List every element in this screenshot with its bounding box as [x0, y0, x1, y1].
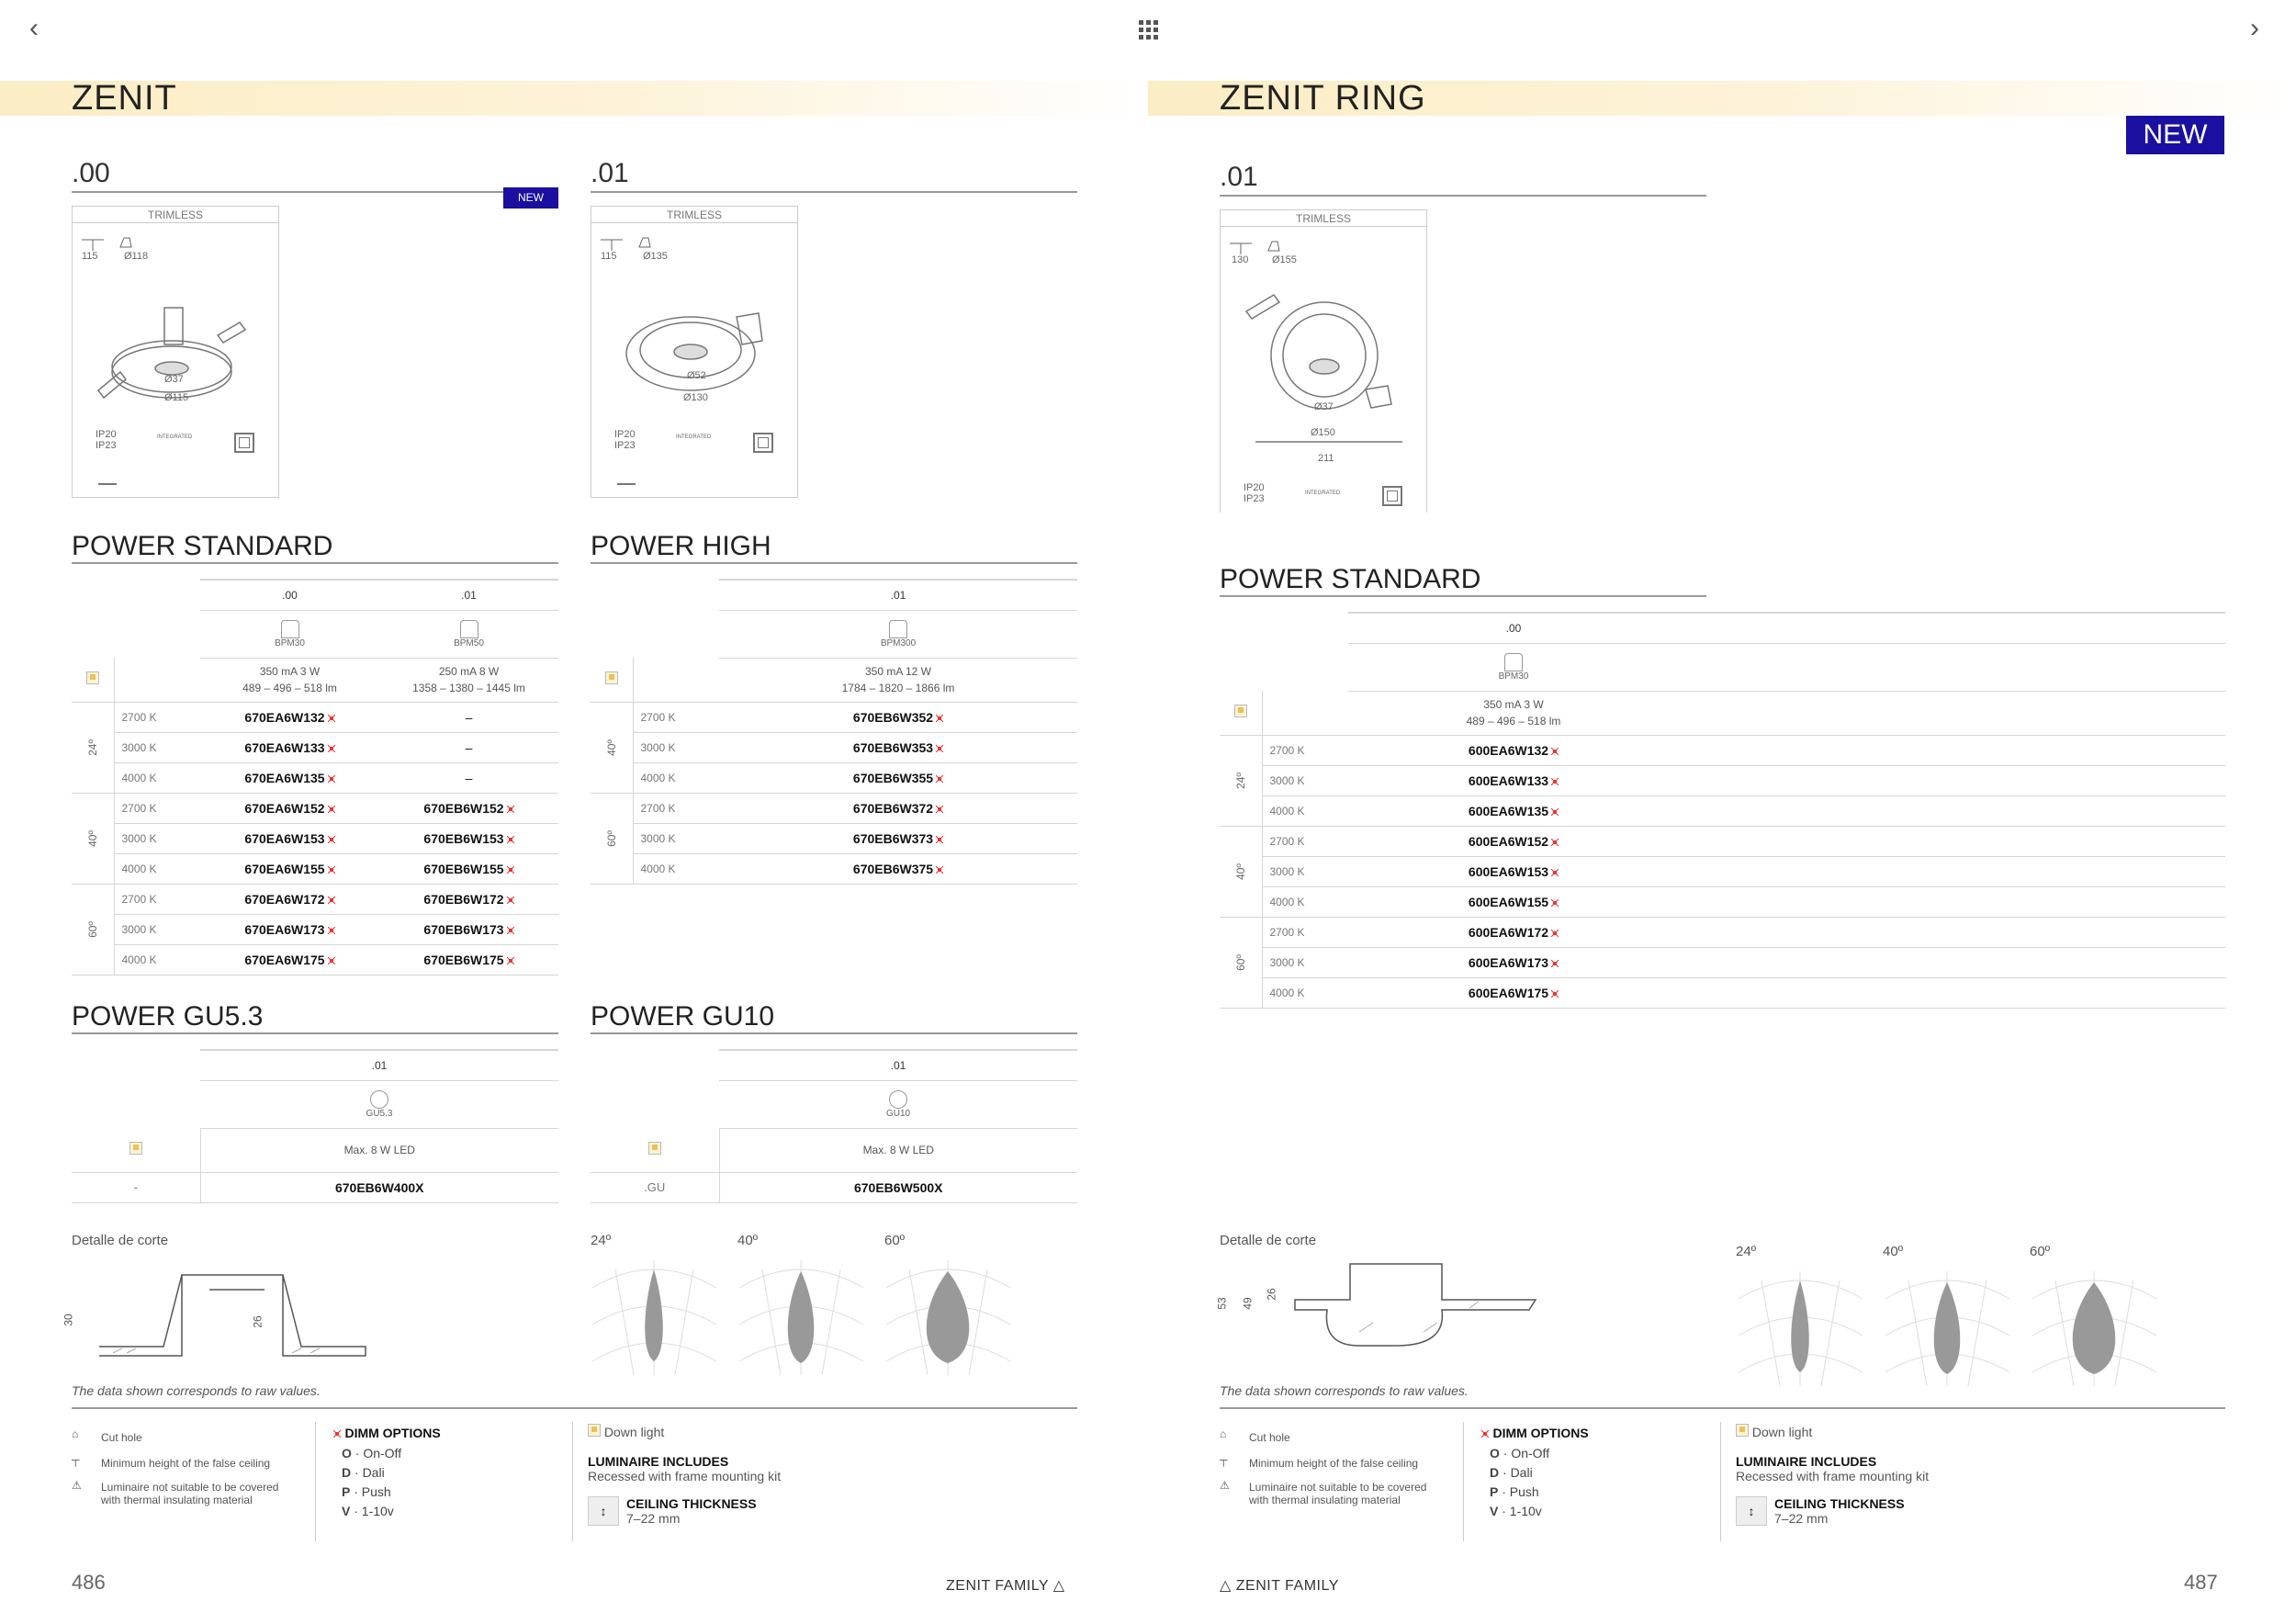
product-code: 670EB6W400X [200, 1172, 558, 1202]
cut-hole-icon: ⌂ [72, 1427, 79, 1440]
product-code: 600EA6W135 [1348, 795, 1679, 826]
product-code: 670EB6W173 [379, 914, 558, 944]
table-row [591, 732, 1077, 762]
downlight-icon [588, 1424, 601, 1437]
color-temperature: 2700 K [1262, 826, 1348, 856]
color-temperature: 4000 K [633, 762, 719, 793]
class-ii-icon [753, 433, 773, 453]
color-temperature: 3000 K [114, 823, 200, 853]
family-footer-right: △ ZENIT FAMILY [1220, 1578, 1339, 1594]
dimm-icon [936, 866, 943, 874]
diameter-total: 211 [1318, 453, 1334, 464]
color-temperature: 4000 K [114, 853, 200, 884]
beam-angle: 40º [591, 702, 633, 793]
table-row [72, 762, 558, 793]
thermal-icon [617, 468, 636, 485]
trimless-label: TRIMLESS [1221, 210, 1426, 227]
color-temperature: 3000 K [1262, 947, 1348, 977]
dimm-icon [328, 775, 335, 783]
integrated-driver-icon: INTEGRATED [676, 434, 712, 440]
grid-menu-icon[interactable] [1139, 20, 1159, 45]
product-code: 670EB6W373 [719, 823, 1077, 853]
empty-cell [1679, 977, 2225, 1008]
product-code: – [379, 702, 558, 732]
dimension-label: 53 [1215, 1297, 1229, 1310]
beam-angle: 24º [1220, 735, 1262, 826]
beam-angle: 60º [1220, 917, 1262, 1008]
dimm-icon [1551, 899, 1559, 907]
dimm-icon [936, 836, 943, 843]
color-temperature: 2700 K [633, 793, 719, 823]
beam-angle-label: 40º [737, 1233, 759, 1248]
table-row [1220, 735, 2225, 765]
section-title: POWER STANDARD [1220, 564, 1706, 597]
product-code: 670EB6W372 [719, 793, 1077, 823]
diameter-outer: Ø150 [1311, 427, 1335, 438]
color-temperature: 2700 K [1262, 917, 1348, 947]
beam-angle-label: 60º [2030, 1244, 2051, 1259]
legend-min-height: Minimum height of the false ceiling [101, 1457, 271, 1470]
section-title: POWER GU5.3 [72, 1001, 558, 1034]
dimm-icon [328, 715, 335, 722]
table-row [72, 793, 558, 823]
family-footer: ZENIT FAMILY △ [946, 1578, 1065, 1594]
legend-thermal: Luminaire not suitable to be covered [101, 1481, 279, 1494]
dimension-label: 30 [62, 1314, 75, 1326]
product-code: 670EA6W135 [200, 762, 379, 793]
data-note: The data shown corresponds to raw values. [72, 1383, 321, 1398]
color-temperature: 2700 K [114, 702, 200, 732]
power-standard-table: .00 .01 BPM30 BPM50 350 mA 3 W 489 – 496 – 518 lm 250 mA 8 W 1358 – 1380 – 1445 lm 24º 2700 K 670EA6W132 – 3000 K 670EA6W133 – 4000 K 670EA6W135 – 40º 2700 K 670EA6W152 670EB6W152 3000 K 670EA6W153 670EB6W153 4000 K 670EA6W155 670EB6W155 60º 2700 K 670EA6W172 670EB6W172 3000 K 670EA6W173 670EB6W173 4000 K 670EA6W175 670EB6W175 [72, 579, 558, 976]
dimm-option: D · Dali [342, 1465, 385, 1480]
table-row [1220, 947, 2225, 977]
product-card [72, 206, 279, 498]
color-temperature: 3000 K [114, 914, 200, 944]
color-temperature: 3000 K [114, 732, 200, 762]
empty-cell [1679, 826, 2225, 856]
table-row [591, 853, 1077, 884]
thermal-icon [98, 468, 117, 485]
variant-label: .01 [591, 158, 1077, 193]
section-title: POWER STANDARD [72, 531, 558, 564]
table-row [72, 702, 558, 732]
hole-value: Ø155 [1272, 254, 1297, 265]
variant-label: .00 [72, 158, 558, 193]
includes-text: Recessed with frame mounting kit [588, 1469, 782, 1483]
product-code: 670EA6W173 [200, 914, 379, 944]
table-row [72, 884, 558, 914]
downlight-icon [1234, 705, 1247, 717]
color-temperature: 4000 K [1262, 977, 1348, 1008]
power-gu10-table: .01 GU10 Max. 8 W LED .GU 670EB6W500X [591, 1049, 1077, 1203]
thermal-warning-icon: ⚠ [1220, 1479, 1230, 1492]
dimm-options-list [342, 1444, 441, 1521]
table-row [72, 823, 558, 853]
legend: ⌂ Cut hole ┬ Minimum height of the false ceiling ⚠ Luminaire not suitable to be covered with thermal insulating material DIMM OPTIONS O · On-Off D · Dali P · Push V · 1-10v Down light LUMINAIRE INCLUDES Recessed with frame mounting kit ↕ CEILING THICKNESS 7–22 mm [72, 1422, 1082, 1541]
dimm-icon [333, 1430, 341, 1438]
beam-angle: 40º [72, 793, 114, 884]
table-row [1220, 977, 2225, 1008]
legend: ⌂ Cut hole ┬ Minimum height of the false ceiling ⚠ Luminaire not suitable to be covered with thermal insulating material DIMM OPTIONS O · On-Off D · Dali P · Push V · 1-10v Down light LUMINAIRE INCLUDES Recessed with frame mounting kit ↕ CEILING THICKNESS 7–22 mm [1220, 1422, 2230, 1541]
color-temperature: 3000 K [633, 823, 719, 853]
legend-cut-hole: Cut hole [1249, 1431, 1290, 1444]
trimless-label: TRIMLESS [591, 207, 797, 223]
dimm-icon [1551, 869, 1559, 876]
ceiling-thickness-title: CEILING THICKNESS [626, 1496, 757, 1511]
dimm-icon [1551, 930, 1559, 937]
lamp-icon [281, 620, 299, 638]
dimm-option: P · Push [342, 1484, 391, 1499]
dimm-icon [328, 866, 335, 874]
color-temperature: 4000 K [633, 853, 719, 884]
product-code: 670EA6W175 [200, 944, 379, 975]
photometric-diagrams [1734, 1262, 2175, 1391]
diameter-inner: Ø37 [164, 374, 184, 385]
height-value: 115 [601, 251, 617, 262]
empty-cell [1679, 735, 2225, 765]
ip-rating: IP20 IP23 [1244, 482, 1265, 504]
page-number-right: 487 [2184, 1571, 2218, 1594]
product-code: 600EA6W132 [1348, 735, 1679, 765]
dimm-icon [507, 806, 514, 813]
column-header: .01 [200, 1050, 558, 1080]
variant-label: .01 [1220, 162, 1706, 197]
dimension-label: 26 [1265, 1288, 1278, 1301]
color-temperature: 3000 K [1262, 856, 1348, 886]
dimm-option: V · 1-10v [1490, 1504, 1542, 1518]
downlight-icon [86, 671, 99, 684]
legend-thermal-2: with thermal insulating material [101, 1494, 253, 1506]
table-row [1220, 917, 2225, 947]
dimm-option: O · On-Off [342, 1446, 402, 1460]
dimm-icon [507, 957, 514, 964]
table-row [72, 853, 558, 884]
cross-section-drawing [72, 1266, 402, 1367]
cut-hole-icon: ⌂ [1220, 1427, 1227, 1440]
beam-angle: 40º [1220, 826, 1262, 917]
dimm-icon [1481, 1430, 1489, 1438]
section-title: POWER GU10 [591, 1001, 1077, 1034]
dimm-icon [936, 806, 943, 813]
next-page-button[interactable]: › [2250, 13, 2259, 43]
product-code: 600EA6W152 [1348, 826, 1679, 856]
legend-min-height: Minimum height of the false ceiling [1249, 1457, 1419, 1470]
class-ii-icon [234, 433, 254, 453]
power-standard-table: .00 BPM30 350 mA 3 W 489 – 496 – 518 lm 24º 2700 K 600EA6W132 3000 K 600EA6W133 4000 K 600EA6W135 40º 2700 K 600EA6W152 3000 K 600EA6W153 4000 K 600EA6W155 60º 2700 K 600EA6W172 3000 K 600EA6W173 4000 K 600EA6W175 [1220, 612, 2225, 1009]
color-temperature: 3000 K [1262, 765, 1348, 795]
column-header: .00 [200, 580, 379, 610]
lamp-icon [1504, 653, 1523, 671]
dimm-options-title: DIMM OPTIONS [1492, 1426, 1589, 1440]
color-temperature: 2700 K [1262, 735, 1348, 765]
table-row [72, 944, 558, 975]
lamp-icon [889, 620, 907, 638]
table-row [1220, 765, 2225, 795]
product-code: 670EA6W132 [200, 702, 379, 732]
product-code: 600EA6W173 [1348, 947, 1679, 977]
empty-cell [1679, 886, 2225, 917]
product-code: 600EA6W172 [1348, 917, 1679, 947]
class-ii-icon [1382, 486, 1402, 506]
divider [1220, 1407, 2225, 1409]
product-code: 670EB6W155 [379, 853, 558, 884]
product-code: 670EB6W152 [379, 793, 558, 823]
diameter-inner: Ø37 [1314, 401, 1334, 412]
downlight-icon [1736, 1424, 1749, 1437]
dimm-icon [328, 836, 335, 843]
product-code: 670EA6W133 [200, 732, 379, 762]
beam-angle-label: 24º [591, 1233, 612, 1248]
empty-cell [1679, 765, 2225, 795]
new-badge: NEW [2126, 116, 2224, 154]
color-temperature: 2700 K [633, 702, 719, 732]
product-card [1220, 209, 1427, 513]
product-code: 600EA6W175 [1348, 977, 1679, 1008]
beam-angle: 24º [72, 702, 114, 793]
product-code: 670EB6W172 [379, 884, 558, 914]
ip-rating: IP20 IP23 [96, 429, 117, 451]
beam-angle-label: 60º [884, 1233, 906, 1248]
integrated-driver-icon: INTEGRATED [157, 434, 193, 440]
column-header: .00 [1348, 613, 1679, 643]
section-detail-label: Detalle de corte [1220, 1233, 1317, 1248]
section-detail-label: Detalle de corte [72, 1233, 169, 1248]
hole-value: Ø135 [643, 251, 668, 262]
height-value: 130 [1232, 254, 1249, 265]
product-code: 670EB6W500X [719, 1172, 1077, 1202]
dimm-option: D · Dali [1490, 1465, 1533, 1480]
cross-section-drawing [1286, 1258, 1543, 1350]
product-code: – [379, 762, 558, 793]
gu10-lamp-icon [889, 1090, 907, 1109]
table-row [72, 914, 558, 944]
power-high-table: .01 BPM300 350 mA 12 W 1784 – 1820 – 1866 lm 40º 2700 K 670EB6W352 3000 K 670EB6W353 4000 K 670EB6W355 60º 2700 K 670EB6W372 3000 K 670EB6W373 4000 K 670EB6W375 [591, 579, 1077, 885]
color-temperature: 4000 K [114, 944, 200, 975]
table-row [1220, 856, 2225, 886]
product-code: 670EB6W153 [379, 823, 558, 853]
color-temperature: 2700 K [114, 884, 200, 914]
legend-thermal-2: with thermal insulating material [1249, 1494, 1401, 1506]
table-row [591, 762, 1077, 793]
product-card [591, 206, 798, 498]
includes-title: LUMINAIRE INCLUDES [1736, 1454, 1877, 1469]
thermal-warning-icon: ⚠ [72, 1479, 82, 1492]
diameter-outer: Ø115 [164, 392, 189, 403]
lamp-icon [460, 620, 478, 638]
ceiling-height-icon: ┬ [1220, 1453, 1228, 1466]
dimm-icon [936, 715, 943, 722]
dimm-option: V · 1-10v [342, 1504, 394, 1518]
page-title: ZENIT [72, 79, 177, 118]
triangle-logo-icon: △ [1220, 1578, 1232, 1594]
product-code: – [379, 732, 558, 762]
thickness-icon: ↕ [588, 1496, 619, 1526]
divider [72, 1407, 1077, 1409]
color-temperature: 4000 K [1262, 886, 1348, 917]
table-row [591, 823, 1077, 853]
diameter-outer: Ø130 [683, 392, 708, 403]
section-title: POWER HIGH [591, 531, 1077, 564]
height-value: 115 [82, 251, 98, 262]
page-number: 486 [72, 1571, 106, 1594]
column-header: .01 [379, 580, 558, 610]
empty-cell [1679, 947, 2225, 977]
dimm-icon [507, 897, 514, 904]
dimension-label: 26 [251, 1315, 264, 1328]
ip-rating: IP20 IP23 [614, 429, 636, 451]
color-temperature: 3000 K [633, 732, 719, 762]
beam-angle-label: 40º [1883, 1244, 1904, 1259]
beam-angle-label: 24º [1736, 1244, 1757, 1259]
beam-angle: 60º [72, 884, 114, 975]
dimm-icon [507, 836, 514, 843]
dimm-icon [328, 806, 335, 813]
thickness-icon: ↕ [1736, 1496, 1767, 1526]
dimm-icon [328, 957, 335, 964]
table-row [1220, 826, 2225, 856]
dimm-icon [1551, 778, 1559, 785]
includes-title: LUMINAIRE INCLUDES [588, 1454, 729, 1469]
previous-page-button[interactable]: ‹ [29, 13, 39, 43]
dimm-icon [936, 745, 943, 752]
dimm-icon [328, 745, 335, 752]
gu53-lamp-icon [370, 1090, 388, 1109]
product-code: 670EB6W353 [719, 732, 1077, 762]
product-code: 670EB6W352 [719, 702, 1077, 732]
beam-angle: 60º [591, 793, 633, 884]
dimm-icon [507, 866, 514, 874]
downlight-icon [129, 1142, 142, 1155]
table-row [1220, 795, 2225, 826]
ceiling-height-icon: ┬ [72, 1453, 80, 1466]
product-code: 600EA6W155 [1348, 886, 1679, 917]
table-row [72, 732, 558, 762]
product-code: 600EA6W133 [1348, 765, 1679, 795]
dimm-icon [1551, 808, 1559, 816]
product-code: 670EA6W155 [200, 853, 379, 884]
downlight-icon [648, 1142, 661, 1155]
triangle-logo-icon: △ [1052, 1578, 1065, 1594]
color-temperature: 4000 K [1262, 795, 1348, 826]
ceiling-thickness-title: CEILING THICKNESS [1774, 1496, 1905, 1511]
legend-cut-hole: Cut hole [101, 1431, 142, 1444]
product-code: 670EA6W153 [200, 823, 379, 853]
empty-cell [1679, 856, 2225, 886]
table-row [591, 702, 1077, 732]
hole-value: Ø118 [124, 251, 149, 262]
diameter-inner: Ø52 [687, 370, 706, 381]
downlight-icon [605, 671, 618, 684]
product-code: 670EB6W375 [719, 853, 1077, 884]
color-temperature: 4000 K [114, 762, 200, 793]
trimless-label: TRIMLESS [73, 207, 278, 223]
dimm-icon [1551, 748, 1559, 755]
column-header: .01 [719, 580, 1077, 610]
dimension-label: 49 [1241, 1297, 1255, 1310]
dimm-icon [328, 897, 335, 904]
power-gu53-table: .01 GU5.3 Max. 8 W LED - 670EB6W400X [72, 1049, 558, 1203]
column-header: .01 [719, 1050, 1077, 1080]
table-row [591, 793, 1077, 823]
color-temperature: 2700 K [114, 793, 200, 823]
dimm-option: P · Push [1490, 1484, 1539, 1499]
photometric-diagrams [588, 1251, 1029, 1380]
product-code: 670EA6W152 [200, 793, 379, 823]
table-row [1220, 886, 2225, 917]
legend-thermal: Luminaire not suitable to be covered [1249, 1481, 1427, 1494]
page-title-right: ZENIT RING [1220, 79, 1426, 118]
product-code: 670EB6W355 [719, 762, 1077, 793]
dimm-icon [1551, 960, 1559, 967]
product-code: 670EB6W175 [379, 944, 558, 975]
product-code: 670EA6W172 [200, 884, 379, 914]
dimm-option: O · On-Off [1490, 1446, 1550, 1460]
empty-cell [1679, 917, 2225, 947]
integrated-driver-icon: INTEGRATED [1305, 491, 1341, 496]
new-badge-small: NEW [503, 187, 558, 209]
data-note: The data shown corresponds to raw values. [1220, 1383, 1469, 1398]
dimm-icon [1551, 990, 1559, 998]
dimm-icon [328, 927, 335, 934]
dimm-icon [507, 927, 514, 934]
empty-cell [1679, 795, 2225, 826]
dimm-icon [1551, 839, 1559, 846]
dimm-icon [936, 775, 943, 783]
dimm-options-title: DIMM OPTIONS [344, 1426, 441, 1440]
product-code: 600EA6W153 [1348, 856, 1679, 886]
includes-text: Recessed with frame mounting kit [1736, 1469, 1930, 1483]
dimm-options-list [1490, 1444, 1589, 1521]
